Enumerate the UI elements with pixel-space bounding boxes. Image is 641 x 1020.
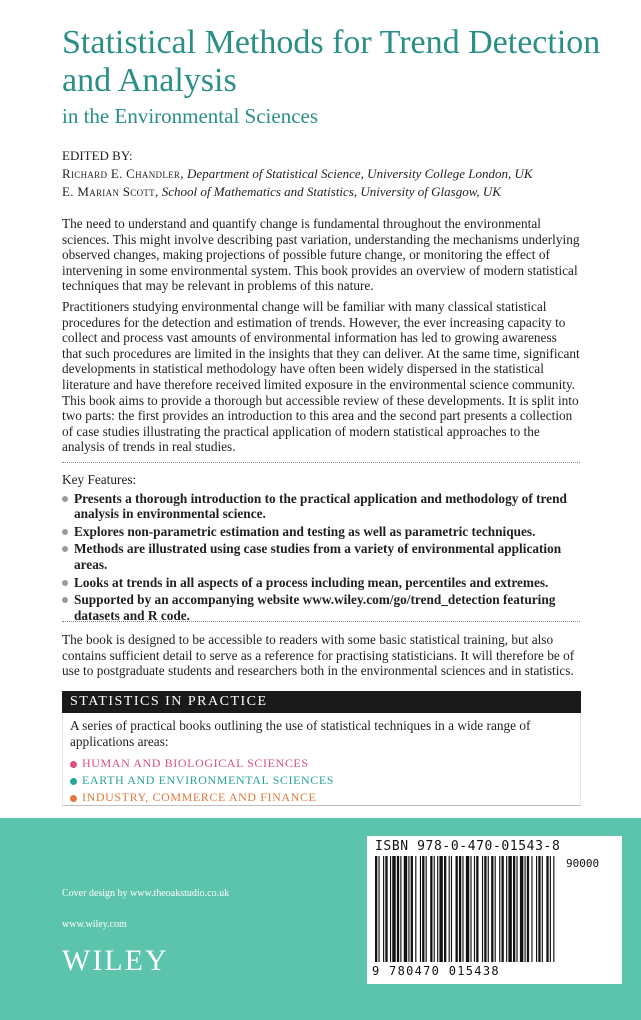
barcode-bar <box>411 856 413 962</box>
barcode-bar <box>404 856 407 962</box>
barcode-bar <box>408 856 409 962</box>
price-code: 90000 <box>566 857 600 870</box>
description-paragraph: Practitioners studying environmental change will be familiar with many classical statistical procedures for the detection and estimation of trends. However, the ever increasing capacity to collect and process vast amounts of environmental information has led to growing awareness that such procedures are limited in the insights that they can deliver. At the same time, significant developments in statistical methodology have often been widely dispersed in the statistical literature and have therefore received limited exposure in the environmental science community. This book aims to provide a thorough but accessible review of these developments. It is split into two parts: the first provides an introduction to this area and the second part presents a collection of case studies illustrating the practical application of modern statistical approaches to the analysis of trends in real studies. <box>62 298 580 455</box>
feature-item: Explores non-parametric estimation and testing as well as parametric techniques. <box>62 524 592 540</box>
feature-item: Looks at trends in all aspects of a process including mean, percentiles and extremes. <box>62 575 592 591</box>
series-description: A series of practical books outlining the use of statistical techniques in a wide range of applications areas: <box>70 718 531 749</box>
barcode-bar <box>392 856 395 962</box>
bullet-icon <box>62 597 68 603</box>
barcode-bar <box>536 856 537 962</box>
barcode-bar <box>527 856 529 962</box>
orange-dot-icon <box>70 795 77 802</box>
barcode-bar <box>513 856 515 962</box>
barcode-bar <box>451 856 452 962</box>
barcode-bar <box>488 856 489 962</box>
area-item: INDUSTRY, COMMERCE AND FINANCE <box>70 789 334 806</box>
barcode-bar <box>434 856 435 962</box>
barcode-bar <box>506 856 507 962</box>
barcode-bar <box>476 856 478 962</box>
barcode-bar <box>495 856 496 962</box>
editors-block <box>62 147 632 201</box>
description <box>62 216 580 460</box>
feature-item: Supported by an accompanying website www.wiley.com/go/trend_detection featuring datasets and R code. <box>62 592 592 623</box>
barcode-bar <box>553 856 554 962</box>
series-header: STATISTICS IN PRACTICE <box>62 691 581 713</box>
barcode-bars <box>375 856 560 964</box>
barcode-bar <box>525 856 526 962</box>
feature-item: Presents a thorough introduction to the practical application and methodology of trend analysis in environmental science. <box>62 491 592 522</box>
edited-by-label: EDITED BY: <box>62 148 133 163</box>
feature-item: Methods are illustrated using case studies from a variety of environmental application areas. <box>62 541 592 572</box>
barcode-bar <box>456 856 458 962</box>
barcode-bar <box>390 856 391 962</box>
barcode-bar <box>516 856 517 962</box>
barcode-bar <box>470 856 471 962</box>
barcode-bar <box>437 856 438 962</box>
barcode-bar <box>385 856 387 962</box>
barcode-bar <box>400 856 401 962</box>
barcode-bar <box>462 856 463 962</box>
barcode-bar <box>383 856 384 962</box>
key-features-title: Key Features: <box>62 472 137 487</box>
barcode-bar <box>415 856 416 962</box>
pink-dot-icon <box>70 761 77 768</box>
barcode-bar <box>430 856 432 962</box>
closing-paragraph: The book is designed to be accessible to readers with some basic statistical training, but also contains sufficient detail to serve as a reference for practising statisticians. It will therefore be of use to postgraduate students and researchers both in the environmental sciences and in statistics. <box>62 632 575 679</box>
bullet-icon <box>62 529 68 535</box>
barcode-bar <box>508 856 511 962</box>
barcode-bar <box>491 856 493 962</box>
barcode-bar <box>474 856 475 962</box>
editor-row <box>62 165 632 183</box>
editor-name: E. Marian Scott, <box>62 184 159 199</box>
editor-affiliation: Department of Statistical Science, University College London, UK <box>187 166 533 181</box>
publisher-logo: WILEY <box>62 944 169 977</box>
editor-name: Richard E. Chandler, <box>62 166 184 181</box>
barcode-bar <box>550 856 551 962</box>
barcode-bar <box>546 856 548 962</box>
barcode-bar <box>420 856 421 962</box>
teal-dot-icon <box>70 778 77 785</box>
editor-affiliation: School of Mathematics and Statistics, University of Glasgow, UK <box>161 184 501 199</box>
dotted-divider <box>62 621 580 622</box>
barcode-bar <box>426 856 427 962</box>
bullet-icon <box>62 580 68 586</box>
bullet-icon <box>62 496 68 502</box>
barcode-bar <box>484 856 486 962</box>
barcode-bar <box>482 856 483 962</box>
barcode-bar <box>375 856 377 962</box>
barcode-bar <box>538 856 540 962</box>
barcode-bar <box>542 856 543 962</box>
key-features-list <box>62 491 592 624</box>
dotted-divider <box>62 462 580 463</box>
series-areas <box>70 755 334 806</box>
barcode-bar <box>449 856 450 962</box>
book-title: Statistical Methods for Trend Detection and Analysis <box>62 24 601 99</box>
barcode-bar <box>531 856 532 962</box>
barcode-bar <box>397 856 399 962</box>
barcode-bar <box>499 856 500 962</box>
barcode-bar <box>466 856 469 962</box>
ean-digits: 9 780470 015438 <box>372 964 500 978</box>
barcode-bar <box>520 856 523 962</box>
area-item: HUMAN AND BIOLOGICAL SCIENCES <box>70 755 334 772</box>
barcode-bar <box>502 856 504 962</box>
editor-row <box>62 183 632 201</box>
publisher-url: www.wiley.com <box>62 919 127 930</box>
barcode-bar <box>439 856 442 962</box>
isbn-text: ISBN 978-0-470-01543-8 <box>375 839 561 854</box>
cover-design-credit: Cover design by www.theoakstudio.co.uk <box>62 888 230 899</box>
bullet-icon <box>62 546 68 552</box>
key-features <box>62 472 592 625</box>
barcode-bar <box>444 856 446 962</box>
barcode-bar <box>378 856 379 962</box>
description-paragraph: The need to understand and quantify change is fundamental throughout the environmental sciences. This might involve describing past variation, understanding the mechanisms underlying observed changes, making projections of possible future change, or monitoring the effect of intervening in some environmental system. This book provides an overview of modern statistical techniques that may be relevant in problems of this nature. <box>62 216 580 294</box>
book-subtitle: in the Environmental Sciences <box>62 104 319 128</box>
area-item: EARTH AND ENVIRONMENTAL SCIENCES <box>70 772 334 789</box>
barcode-bar <box>459 856 461 962</box>
barcode-bar <box>422 856 424 962</box>
